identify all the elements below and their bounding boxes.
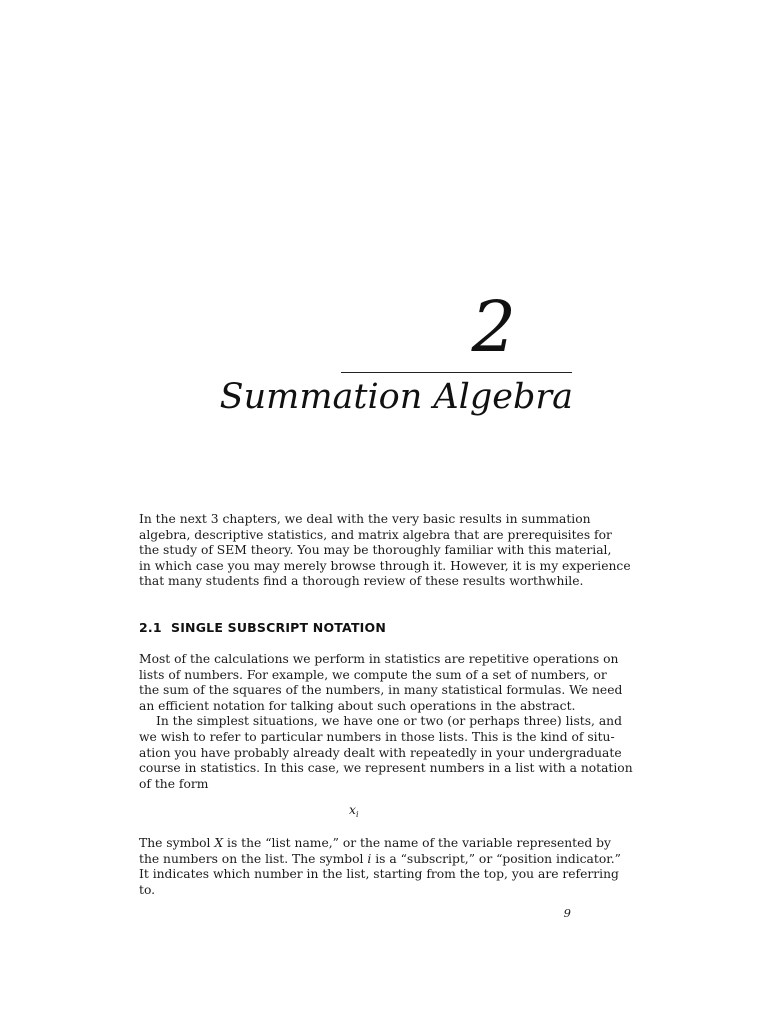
chapter-title: Summation Algebra xyxy=(219,377,573,417)
body-line: an efficient notation for talking about such operations in the abstract. xyxy=(139,698,576,713)
intro-paragraph xyxy=(139,512,631,590)
section-heading xyxy=(139,620,386,635)
body-line xyxy=(139,836,611,852)
intro-line: in which case you may merely browse through it. However, it is my experience xyxy=(139,558,631,573)
body-text: The symbol xyxy=(139,836,215,850)
body-text: is the “list name,” or the name of the variable represented by xyxy=(223,836,611,850)
body-paragraph-1 xyxy=(139,652,623,714)
equation-base: x xyxy=(349,803,356,817)
intro-line: that many students find a thorough review of these results worthwhile. xyxy=(139,574,584,589)
body-line: lists of numbers. For example, we compute the sum of a set of numbers, or xyxy=(139,667,607,682)
body-line: Most of the calculations we perform in statistics are repetitive operations on xyxy=(139,652,619,666)
equation-subscript: i xyxy=(355,810,359,819)
section-number: 2.1 xyxy=(139,620,162,635)
chapter-rule xyxy=(341,372,572,373)
body-text: is a “subscript,” or “position indicator.” xyxy=(371,851,621,866)
body-line: we wish to refer to particular numbers in those lists. This is the kind of situ- xyxy=(139,729,615,744)
body-line: the sum of the squares of the numbers, in many statistical formulas. We need xyxy=(139,683,623,698)
body-text: the numbers on the list. The symbol xyxy=(139,851,368,866)
body-line xyxy=(139,851,621,868)
intro-line: In the next 3 chapters, we deal with the very basic results in summation xyxy=(139,512,591,526)
body-line: of the form xyxy=(139,776,209,791)
display-equation xyxy=(349,803,359,819)
variable-symbol: i xyxy=(367,851,372,866)
intro-line: algebra, descriptive statistics, and matrix algebra that are prerequisites for xyxy=(139,527,612,542)
chapter-number: 2 xyxy=(471,286,516,368)
body-paragraph-3 xyxy=(139,836,621,898)
section-title: SINGLE SUBSCRIPT NOTATION xyxy=(171,620,387,635)
variable-symbol: X xyxy=(214,836,224,850)
body-line: In the simplest situations, we have one or two (or perhaps three) lists, and xyxy=(156,714,622,729)
page-number: 9 xyxy=(563,906,571,920)
body-paragraph-2 xyxy=(139,714,633,792)
intro-line: the study of SEM theory. You may be thoroughly familiar with this material, xyxy=(139,543,612,558)
body-line: to. xyxy=(139,882,156,897)
body-line: It indicates which number in the list, starting from the top, you are referring xyxy=(139,867,619,882)
body-line: course in statistics. In this case, we represent numbers in a list with a notation xyxy=(139,761,633,776)
body-line: ation you have probably already dealt with repeatedly in your undergraduate xyxy=(139,745,622,760)
